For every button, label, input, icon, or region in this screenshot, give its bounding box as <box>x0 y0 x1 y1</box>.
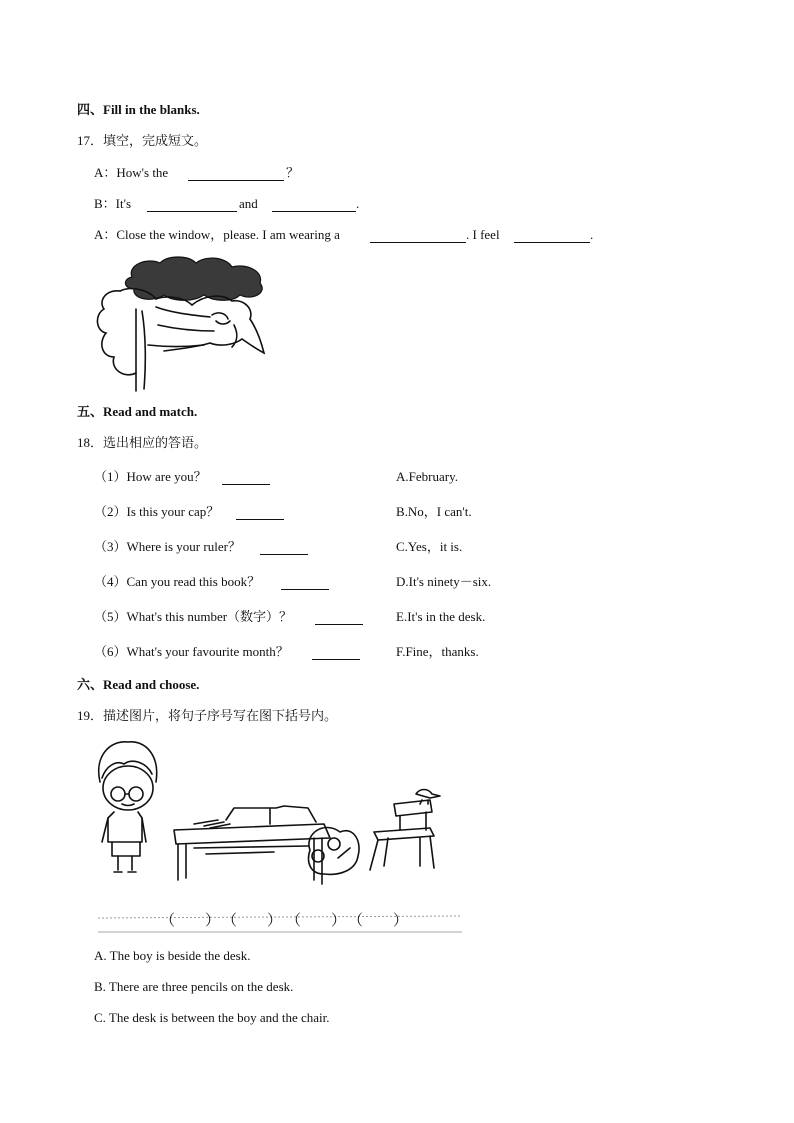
q17-line-a2-end: . <box>590 227 594 242</box>
q18-answer-f: F.Fine，thanks. <box>396 644 479 659</box>
q18-question-2: （2）Is this your cap？ <box>94 504 220 519</box>
q18-question-6: （6）What's your favourite month？ <box>94 644 289 659</box>
q18-question-1: （1）How are you？ <box>94 469 207 484</box>
q18-blank-5[interactable] <box>315 624 363 625</box>
section-5-heading: 五、Read and match. <box>77 404 198 419</box>
section-4-heading: 四、Fill in the blanks. <box>77 102 200 117</box>
q19-prompt: 19．描述图片，将句子序号写在图下括号内。 <box>77 708 338 723</box>
q17-line-b-text: B：It's <box>94 196 132 211</box>
q19-sentence-a: A. The boy is beside the desk. <box>94 948 251 963</box>
q17-line-b-and: and <box>239 196 258 211</box>
chair-figure <box>370 790 440 871</box>
q17-blank-4[interactable] <box>370 242 466 243</box>
q17-blank-2[interactable] <box>147 211 237 212</box>
answer-bracket-4[interactable]: （ ） <box>348 913 409 929</box>
q17-blank-3[interactable] <box>272 211 356 212</box>
q17-line-b-end: . <box>356 196 360 211</box>
answer-bracket-3[interactable]: （ ） <box>286 913 347 929</box>
q18-question-5: （5）What's this number（数字）？ <box>94 609 293 624</box>
q18-blank-1[interactable] <box>222 484 270 485</box>
answer-bracket-2[interactable]: （ ） <box>222 913 283 929</box>
q17-line-a1-end: ？ <box>286 165 300 180</box>
q17-line-a2-text: A：Close the window，please. I am wearing a <box>94 227 340 242</box>
q17-blank-1[interactable] <box>188 180 284 181</box>
section-6-heading: 六、Read and choose. <box>77 677 200 692</box>
q18-blank-6[interactable] <box>312 659 360 660</box>
q18-answer-a: A.February. <box>396 469 458 484</box>
q17-blank-5[interactable] <box>514 242 590 243</box>
windy-cloud-illustration <box>92 255 270 395</box>
q17-prompt: 17．填空，完成短文。 <box>77 133 208 148</box>
q18-blank-3[interactable] <box>260 554 308 555</box>
classroom-illustration <box>94 738 466 938</box>
q18-question-3: （3）Where is your ruler？ <box>94 539 241 554</box>
desk-figure <box>174 806 330 884</box>
q18-answer-b: B.No，I can't. <box>396 504 472 519</box>
q17-line-a1-text: A：How's the <box>94 165 169 180</box>
q18-question-4: （4）Can you read this book？ <box>94 574 261 589</box>
q18-blank-2[interactable] <box>236 519 284 520</box>
q19-sentence-b: B. There are three pencils on the desk. <box>94 979 294 994</box>
q18-answer-e: E.It's in the desk. <box>396 609 486 624</box>
bag-figure <box>309 827 359 874</box>
q19-sentence-c: C. The desk is between the boy and the chair. <box>94 1010 330 1025</box>
answer-bracket-1[interactable]: （ ） <box>160 913 221 929</box>
q18-prompt: 18．选出相应的答语。 <box>77 435 208 450</box>
q18-answer-d: D.It's ninety－six. <box>396 574 492 589</box>
q17-line-a2-feel: . I feel <box>466 227 500 242</box>
q18-blank-4[interactable] <box>281 589 329 590</box>
q18-answer-c: C.Yes，it is. <box>396 539 463 554</box>
boy-figure <box>99 742 157 872</box>
